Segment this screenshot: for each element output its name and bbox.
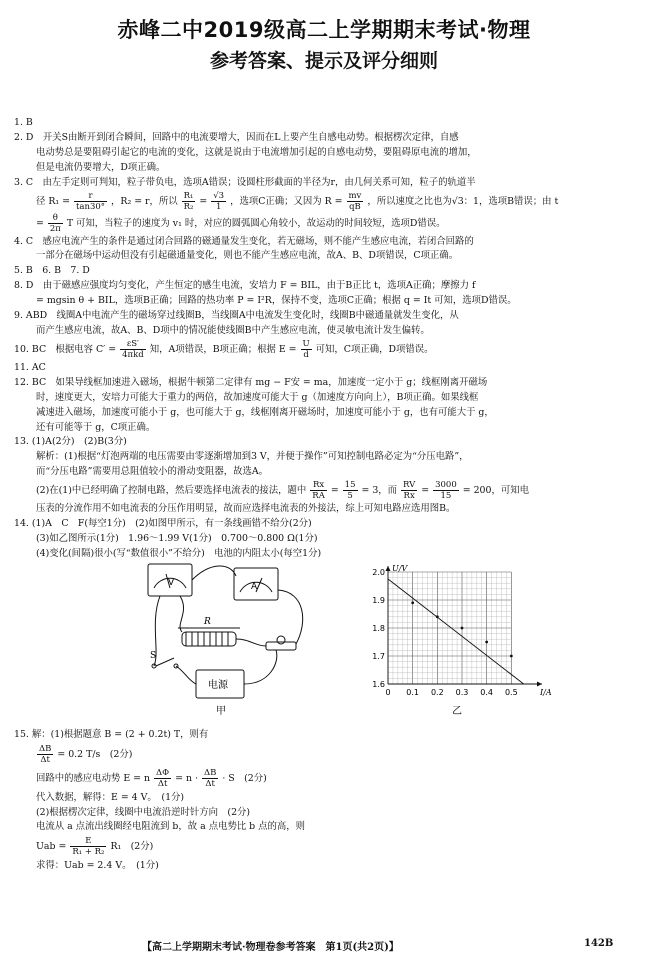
answer-13-line: 压表的分流作用不如电流表的分压作用明显，故而应选择电流表的外接法，综上可知电路应选用图B。 (36, 503, 456, 515)
answer-5-7: 5. B 6. B 7. D (14, 265, 90, 277)
numerator: εS′ (120, 339, 146, 350)
answer-13-line: 解析：(1)根据“灯泡两端的电压需要由零逐渐增加到3 V，并便于操作”可知控制电路必定为“分压电路”， (36, 451, 469, 463)
answer-15-formula-line (14, 835, 638, 859)
data-point (436, 615, 439, 618)
denominator: tan30° (76, 201, 106, 212)
answer-2-line: 但是电流仍要增大，D项正确。 (36, 161, 166, 173)
y-tick-label: 2.0 (372, 567, 385, 577)
text: ，R₂ = r，所以 (111, 195, 178, 207)
y-tick-labels (372, 568, 385, 689)
text: = n · (175, 772, 198, 784)
text: = (421, 485, 430, 497)
numerator: E (70, 836, 106, 847)
y-tick-label: 1.8 (372, 623, 385, 633)
fraction (211, 191, 226, 212)
voltmeter-label: V (168, 577, 175, 588)
answer-1: 1. B (14, 117, 33, 128)
answer-12-line: 还有可能等于 g，C项正确。 (36, 421, 156, 433)
fraction (310, 480, 327, 501)
answer-4-line: 一部分在磁场中运动但没有引起磁通量变化，则也不能产生感应电流，故A、B、D项错误，C项正确。 (36, 250, 459, 262)
x-tick-label: 0.4 (480, 687, 494, 697)
fraction (202, 768, 218, 789)
answer-3-line: 3. C 由左手定则可判知，粒子带负电，选项A错误；设圆柱形截面的半径为r，由几何关系可知，粒子的轨道半 (14, 176, 476, 188)
ammeter-label: A (251, 581, 258, 592)
numerator: 15 (344, 480, 356, 491)
answer-14-line: 14. (1)A C F(每空1分) (2)如图甲所示，有一条线画错不给分(2分) (14, 518, 312, 530)
answer-13-line: 而“分压电路”需要用总阻值较小的滑动变阻器，故选A。 (36, 466, 268, 478)
denominator: Δt (157, 778, 168, 789)
text: = (330, 485, 339, 497)
y-axis-arrow (386, 566, 391, 571)
text: ，选项C正确；又因为 R = (230, 195, 343, 207)
rheostat-label: R (204, 616, 211, 627)
y-axis-label: U/V (392, 563, 408, 573)
answer-9-line: 而产生感应电流，故A、B、D项中的情况能使线圈B中产生感应电流，使灵敏电流计发生偏转。 (36, 324, 430, 336)
answer-12-line: 12. BC 如果导线框加速进入磁场，根据牛顿第二定律有 mg − F安 = ma，加速度一定小于 g；线框刚离开磁场 (14, 376, 488, 388)
denominator: R₂ (183, 201, 194, 212)
answer-15-line: (2)根据楞次定律，线圈中电流沿逆时针方向 (2分) (36, 806, 251, 818)
answer-9-line: 9. ABD 线圈A中电流产生的磁场穿过线圈B，当线圈A中电流发生变化时，线圈B中磁通量就发生变化，从 (14, 310, 459, 322)
fraction (154, 768, 171, 789)
x-tick-label: 0.3 (455, 687, 469, 697)
data-point (411, 601, 414, 604)
text: T 可知，当粒子的速度为 v₁ 时，对应的圆弧圆心角较小，故运动的时间较短，选项D错误。 (66, 217, 446, 229)
answer-15-line: 求得：Uab = 2.4 V。 (1分) (36, 860, 159, 872)
circuit-figure-jia (130, 562, 320, 722)
numerator: 3000 (435, 480, 457, 491)
x-axis-arrow (537, 681, 542, 686)
numerator: √3 (213, 190, 225, 201)
denominator: 2π (49, 223, 61, 234)
data-point (461, 626, 464, 629)
fraction (120, 339, 146, 360)
denominator: 5 (347, 491, 353, 502)
u-i-chart (366, 562, 556, 722)
fraction (433, 480, 459, 501)
numerator: θ (48, 213, 63, 224)
figure-caption: 甲 (216, 705, 226, 717)
footer-code: 142B (584, 938, 614, 949)
answer-4-line: 4. C 感应电流产生的条件是通过闭合回路的磁通量发生变化，若无磁场，则不能产生感应电流，若闭合回路的 (14, 235, 474, 247)
denominator: Δt (40, 754, 50, 765)
answer-15-formula-line (14, 743, 638, 767)
answer-14-line: (4)变化(间隔)很小(写“数值很小”不给分) 电池的内阻太小(每空1分) (36, 547, 322, 559)
chart-axes (386, 563, 543, 687)
text: 可知，C项正确，D项错误。 (315, 343, 434, 355)
switch-label: S (150, 650, 157, 661)
text: R₁ (2分) (110, 841, 154, 853)
data-point (485, 640, 488, 643)
power-source-label: 电源 (208, 679, 228, 691)
denominator: 4πkd (122, 349, 144, 360)
answer-15-formula-line (14, 767, 638, 791)
x-tick-label: 0.1 (406, 687, 420, 697)
numerator: ΔB (39, 743, 52, 754)
answer-body (14, 116, 638, 874)
x-tick-label: 0.5 (504, 687, 518, 697)
answer-12-line: 时，速度更大，安培力可能大于重力的两倍，故加速度可能大于 g（加速度方向向上），B项正确。如果线框 (36, 391, 479, 403)
fraction (48, 213, 63, 234)
page-title: 赤峰二中2019级高二上学期期末考试·物理 (117, 18, 531, 42)
fraction (347, 191, 364, 212)
answer-10-line (14, 339, 638, 361)
numerator: ΔΦ (156, 767, 170, 778)
y-tick-label: 1.6 (372, 679, 385, 689)
fraction (182, 191, 196, 212)
lamp-icon (266, 642, 296, 650)
y-tick-label: 1.9 (372, 595, 385, 605)
numerator: ΔB (203, 767, 217, 778)
answer-13-formula-line (14, 480, 638, 502)
text: · S (2分) (222, 772, 267, 784)
answer-11: 11. AC (14, 361, 46, 373)
answer-12-line: 减速进入磁场，加速度可能小于 g，也可能大于 g，线框刚离开磁场时，加速度可能小于 g，也有可能大于 g， (36, 406, 494, 418)
chart-caption: 乙 (452, 705, 462, 717)
numerator: mv (348, 190, 362, 201)
text: (2)在(1)中已经明确了控制电路，然后要选择电流表的接法，题中 (36, 485, 307, 497)
answer-2-line: 2. D 开关S由断开到闭合瞬间，回路中的电流要增大，因而在L上要产生自感电动势。根据楞次定律，自感 (14, 131, 459, 143)
figures-row (14, 562, 638, 728)
fraction (401, 480, 417, 501)
chart-marks (388, 579, 524, 684)
text: 径 R₁ = (36, 195, 71, 207)
text: = (199, 195, 208, 207)
answer-8-line: 8. D 由于磁感应强度均匀变化，产生恒定的感生电流，安培力 F = BIL，由于B正比 t，选项A正确；摩擦力 f (14, 280, 476, 292)
fraction (37, 744, 53, 765)
denominator: 1 (215, 201, 222, 212)
x-tick-label: 0.2 (430, 687, 444, 697)
fraction (74, 191, 107, 212)
answer-3-formula-line (14, 191, 638, 213)
denominator: R₁ + R₂ (72, 847, 105, 858)
denominator: RA (312, 491, 325, 502)
text: 10. BC 根据电容 C′ = (14, 343, 117, 355)
denominator: Δt (205, 778, 215, 789)
answer-8-line: = mgsin θ + BIL，选项B正确；回路的热功率 P = I²R，保持不变，选项C正确；根据 q = It 可知，选项D错误。 (36, 295, 517, 307)
fraction (343, 480, 358, 501)
footer-center-text: 【高二上学期期末考试·物理卷参考答案 第1页(共2页)】 (142, 942, 399, 953)
numerator: r (74, 191, 107, 202)
switch-icon (156, 658, 174, 666)
numerator: Rx (310, 480, 327, 491)
answer-2-line: 电动势总是要阻碍引起它的电流的变化，这就是说由于电流增加引起的自感电动势，要阻碍原电流的增加， (36, 146, 477, 158)
x-tick-labels (385, 688, 517, 697)
data-point (510, 654, 513, 657)
denominator: qB (349, 201, 361, 212)
numerator: R₁ (183, 190, 194, 201)
denominator: Rx (403, 491, 415, 502)
text: 知，A项错误，B项正确；根据 E = (149, 343, 297, 355)
answer-15-line: 代入数据，解得：E = 4 V。 (1分) (36, 791, 185, 803)
denominator: d (303, 349, 309, 360)
text: 回路中的感应电动势 E = n (36, 772, 151, 784)
numerator: RV (403, 480, 416, 491)
x-axis-label: I/A (540, 687, 552, 697)
text: = 200，可知电 (462, 485, 529, 497)
answer-15-line: 15. 解：(1)根据题意 B = (2 + 0.2t) T，则有 (14, 728, 209, 740)
answer-3-formula-line (14, 213, 638, 235)
text: Uab = (36, 841, 67, 853)
answer-15-line: 电流从 a 点流出线圈经电阻流到 b，故 a 点电势比 b 点的高，则 (36, 821, 306, 833)
x-tick-label: 0 (385, 687, 391, 697)
text: = 0.2 T/s (2分) (57, 748, 133, 760)
y-tick-label: 1.7 (372, 651, 385, 661)
denominator: 15 (440, 491, 452, 502)
chart-grid (388, 572, 511, 684)
text: = (36, 217, 44, 229)
answer-14-line: (3)如乙图所示(1分) 1.96～1.99 V(1分) 0.700～0.800 Ω(1分) (36, 532, 318, 544)
page-subtitle: 参考答案、提示及评分细则 (209, 50, 438, 72)
text: ，所以速度之比也为√3：1，选项B错误；由 t (367, 195, 559, 207)
answer-13-line: 13. (1)A(2分) (2)B(3分) (14, 436, 127, 448)
text: = 3，而 (361, 485, 398, 497)
fraction (301, 339, 312, 360)
numerator: U (302, 338, 310, 349)
fraction (70, 836, 106, 857)
fit-line (388, 579, 524, 684)
